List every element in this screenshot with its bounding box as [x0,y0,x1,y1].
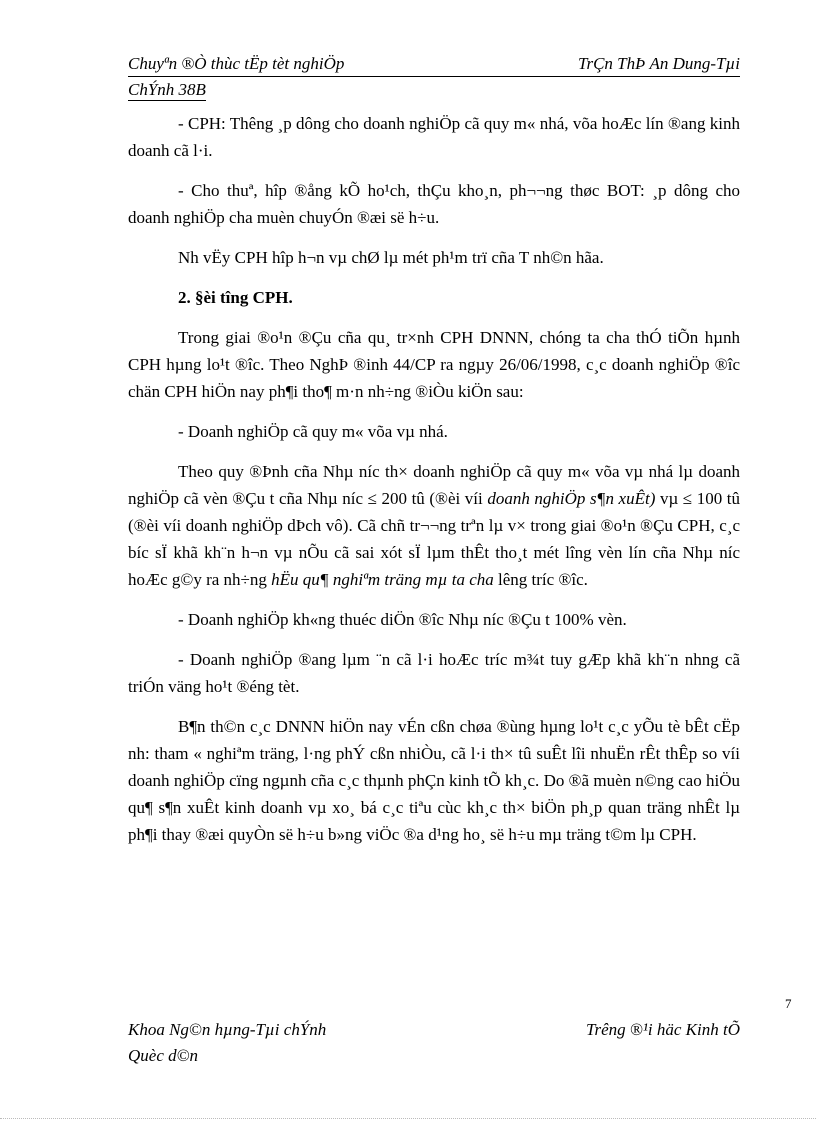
page-bottom-border [0,1118,816,1120]
paragraph-regulation [128,458,740,593]
regulation-text-2: doanh nghiÖp s¶n xuÊt) [487,489,656,508]
paragraph-lease: - Cho thuª, hîp ®ång kÕ ho¹ch, thÇu kho¸n, ph¬¬ng thøc BOT: ¸p dông cho doanh nghiÖp cha muèn chuyÓn ®æi së h÷u. [128,181,740,227]
header-author: TrÇn ThÞ An Dung-Tµi [577,54,740,73]
paragraph-cph: - CPH: Thêng ¸p dông cho doanh nghiÖp cã quy m« nhá, võa hoÆc lín ®ang kinh doanh cã l·i. [128,114,740,160]
regulation-text-5: lêng tríc ®îc. [493,570,588,589]
regulation-text-3: vµ ≤ 100 tû (®èi víi doanh nghiÖp dÞch vô). Cã chñ tr¬¬ng trªn lµ v× trong giai ®o¹n ®Çu CPH, c¸c bíc sÏ khã kh¨n h¬n vµ nÕu cã sai xót sÏ lµm thÊt tho¸t mét lîng vèn lín cña Nhµ níc hoÆc g©y ra nh÷ng [128,489,741,589]
document-body [128,110,740,848]
regulation-text-4: hËu qu¶ nghiªm träng mµ ta cha [271,570,494,589]
footer-line2: Quèc d©n [128,1046,199,1065]
footer-faculty: Khoa Ng©n hµng-Tµi chÝnh [128,1020,327,1039]
regulation-text-1: Theo quy ®Þnh cña Nhµ níc th× doanh nghiÖp cã quy m« võa vµ nhá lµ doanh nghiÖp cã vèn ®Çu t cña Nhµ níc ≤ 200 tû (®èi víi [128,462,740,508]
paragraph-profit: - Doanh nghiÖp ®ang lµm ¨n cã l·i hoÆc tríc m¾t tuy gÆp khã kh¨n nhng cã triÓn väng ho¹t ®éng tèt. [128,650,740,696]
paragraph-summary: Nh vËy CPH hîp h¬n vµ chØ lµ mét ph¹m trï cña T nh©n hãa. [178,248,604,267]
header-line2: ChÝnh 38B [128,80,206,99]
page-header [128,52,740,99]
footer-university: Trêng ®¹i häc Kinh tÕ [585,1020,740,1039]
page-footer [128,1020,740,1065]
paragraph-conditions: Trong giai ®o¹n ®Çu cña qu¸ tr×nh CPH DNNN, chóng ta cha thÓ tiÕn hµnh CPH hµng lo¹t ®îc. Theo NghÞ ®inh 44/CP ra ngµy 26/06/1998, c¸c doanh nghiÖp ®îc chän CPH hiÖn nay ph¶i tho¶ m·n nh÷ng ®iÒu kiÖn sau: [128,328,740,401]
header-title: Chuyªn ®Ò thùc tËp tèt nghiÖp [128,54,345,73]
paragraph-size: - Doanh nghiÖp cã quy m« võa vµ nhá. [178,422,448,441]
paragraph-ownership: - Doanh nghiÖp kh«ng thuéc diÖn ®îc Nhµ níc ®Çu t 100% vèn. [178,610,627,629]
page-number: 7 [785,996,792,1011]
section-heading: 2. §èi tîng CPH. [178,288,293,307]
header-row [128,52,740,77]
paragraph-conclusion: B¶n th©n c¸c DNNN hiÖn nay vÉn cßn chøa ®ùng hµng lo¹t c¸c yÕu tè bÊt cËp nh: tham « nghiªm träng, l·ng phÝ cßn nhiÒu, cã l·i th× tû suÊt lîi nhuËn rÊt thÊp so víi doanh nghiÖp cïng ngµnh cña c¸c thµnh phÇn kinh tÕ kh¸c. Do ®ã muèn n©ng cao hiÖu qu¶ s¶n xuÊt kinh doanh vµ xo¸ bá c¸c tiªu cùc kh¸c th× biÖn ph¸p quan träng nhÊt lµ ph¶i thay ®æi quyÒn së h÷u b»ng viÖc ®a d¹ng ho¸ së h÷u mµ träng t©m lµ CPH. [128,717,740,844]
footer-row [128,1020,740,1044]
